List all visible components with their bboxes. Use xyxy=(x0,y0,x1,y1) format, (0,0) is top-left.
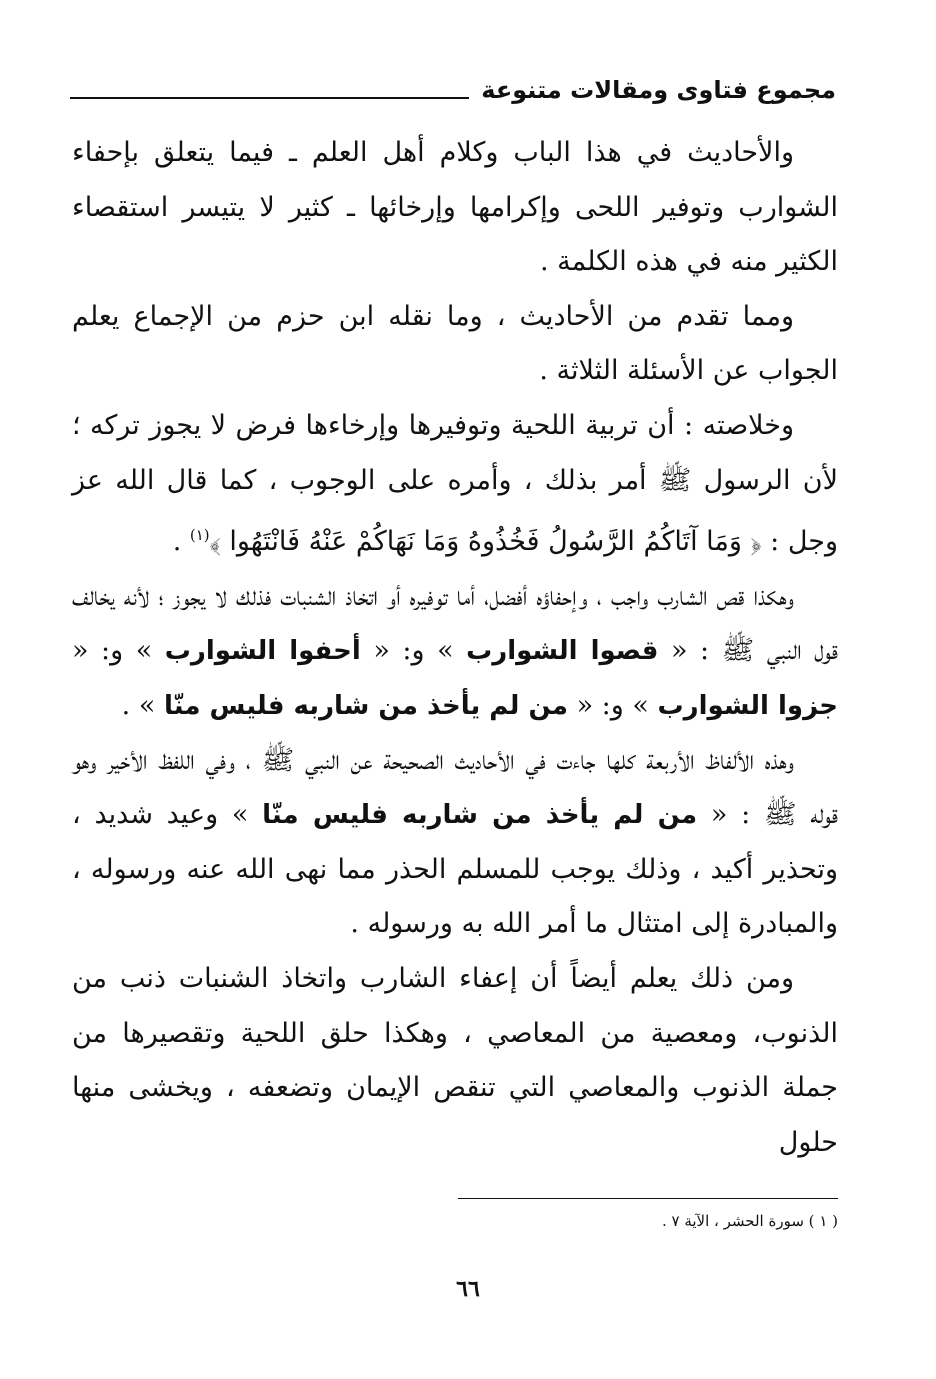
running-header xyxy=(70,62,836,102)
paragraph-text: وهذه الألفاظ الأربعة كلها جاءت في الأحاديث الصحيحة عن النبي ﷺ ، وفي اللفظ الأخير وهو قوله ﷺ : « xyxy=(72,744,838,831)
hadith-quote: من لم يأخذ من شاربه فليس منّا xyxy=(262,800,698,831)
paragraph-text: » و: « xyxy=(568,689,658,721)
hadith-quote: من لم يأخذ من شاربه فليس منّا xyxy=(163,690,568,721)
footnote-rule xyxy=(458,1198,838,1199)
paragraph-text: » . xyxy=(121,689,164,721)
hadith-quote: قصوا الشوارب xyxy=(466,636,659,667)
paragraph-3 xyxy=(72,399,838,570)
paragraph-6 xyxy=(72,952,838,1170)
paragraph-text: والأحاديث في هذا الباب وكلام أهل العلم ـ فيما يتعلق بإحفاء الشوارب وتوفير اللحى وإكرامها وإرخائها ـ كثير لا يتيسر استقصاء الكثير منه في هذه الكلمة . xyxy=(72,137,838,278)
paragraph-2 xyxy=(72,290,838,399)
paragraph-5 xyxy=(72,734,838,952)
paragraph-text: . xyxy=(172,526,190,558)
paragraph-text: ومن ذلك يعلم أيضاً أن إعفاء الشارب واتخاذ الشنبات ذنب من الذنوب، ومعصية من المعاصي ، وهكذا حلق اللحية وتقصيرها من جملة الذنوب والمعاصي التي تنقص الإيمان وتضعفه ، ويخشى منها حلول xyxy=(72,962,838,1158)
page-number: ٦٦ xyxy=(456,1276,480,1302)
footnote-reference: (١) xyxy=(189,526,210,545)
hadith-quote: أحفوا الشوارب xyxy=(164,636,361,667)
paragraph-text: وهكذا قص الشارب واجب ، وإحفاؤه أفضل، أما توفيره أو اتخاذ الشنبات فذلك لا يجوز ؛ لأنه يخالف قول النبي ﷺ : « xyxy=(72,580,838,667)
paragraph-text: » و: « xyxy=(360,635,467,667)
footnote: ( ١ ) سورة الحشر ، الآية ٧ . xyxy=(661,1212,838,1230)
paragraph-text: وخلاصته : أن تربية اللحية وتوفيرها وإرخاءها فرض لا يجوز تركه ؛ لأن الرسول ﷺ أمر بذلك ، وأمره على الوجوب ، كما قال الله عز وجل : ﴿ وَمَا آتَاكُمُ الرَّسُولُ فَخُذُوهُ وَمَا نَهَاكُمْ عَنْهُ فَانْتَهُوا ﴾ xyxy=(72,409,838,558)
book-title: مجموع فتاوى ومقالات متنوعة xyxy=(481,76,836,104)
header-rule xyxy=(70,97,469,99)
paragraph-text: » و: « xyxy=(72,635,165,667)
paragraph-4 xyxy=(72,570,838,734)
paragraph-text: ومما تقدم من الأحاديث ، وما نقله ابن حزم من الإجماع يعلم الجواب عن الأسئلة الثلاثة . xyxy=(72,300,838,387)
body-text xyxy=(72,126,838,1170)
paragraph-1 xyxy=(72,126,838,290)
hadith-quote: جزوا الشوارب xyxy=(657,690,838,721)
paragraph-text: » وعيد شديد ، وتحذير أكيد ، وذلك يوجب للمسلم الحذر مما نهى الله عنه ورسوله ، والمبادرة إلى امتثال ما أمر الله به ورسوله . xyxy=(72,799,838,940)
